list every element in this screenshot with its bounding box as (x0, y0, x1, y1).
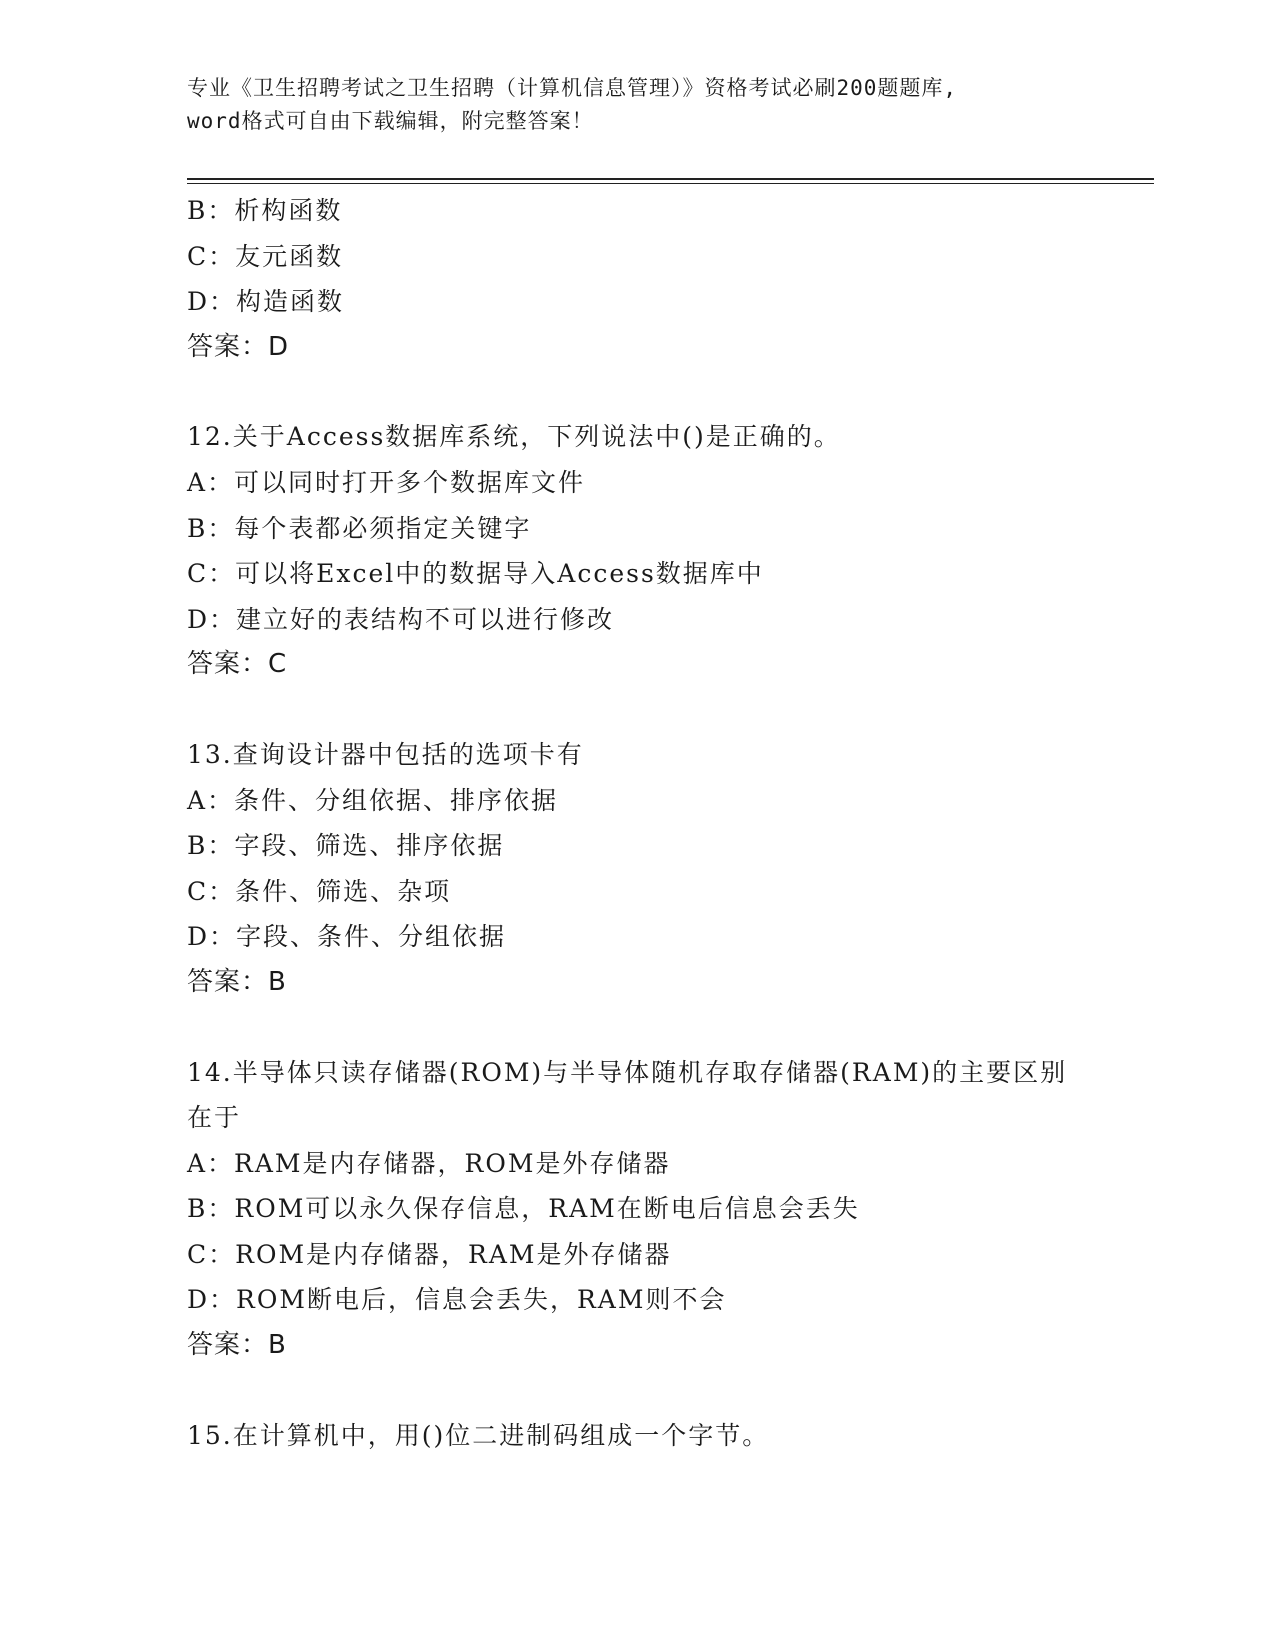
option-b: B：每个表都必须指定关键字 (187, 513, 532, 543)
header-title-line-2: word格式可自由下载编辑，附完整答案！ (187, 109, 594, 133)
option-b: B：字段、筛选、排序依据 (187, 831, 505, 861)
option-d: D：建立好的表结构不可以进行修改 (187, 604, 615, 634)
option-c: C：条件、筛选、杂项 (187, 876, 452, 906)
question-stem-line-1: 14.半导体只读存储器(ROM)与半导体随机存取存储器(RAM)的主要区别 (187, 1057, 1068, 1087)
question-stem: 15.在计算机中，用()位二进制码组成一个字节。 (187, 1420, 770, 1450)
spacer (187, 688, 1147, 732)
spacer (187, 370, 1147, 414)
question-block-13 (187, 732, 1147, 1006)
spacer (187, 1006, 1147, 1050)
option-a: A：可以同时打开多个数据库文件 (187, 467, 586, 497)
answer-line: 答案：B (187, 1330, 287, 1361)
option-d: D：ROM断电后，信息会丢失，RAM则不会 (187, 1285, 727, 1315)
header-divider (187, 178, 1154, 184)
question-stem: 12.关于Access数据库系统，下列说法中()是正确的。 (187, 422, 841, 452)
option-d: D：构造函数 (187, 287, 345, 317)
answer-line: 答案：D (187, 331, 290, 362)
question-block-14 (187, 1050, 1147, 1369)
option-a: A：条件、分组依据、排序依据 (187, 785, 559, 815)
answer-line: 答案：C (187, 649, 288, 680)
option-a: A：RAM是内存储器，ROM是外存储器 (187, 1148, 671, 1178)
option-c: C：可以将Excel中的数据导入Access数据库中 (187, 559, 764, 589)
question-stem-line-2: 在于 (187, 1103, 242, 1133)
question-block-12 (187, 414, 1147, 688)
answer-line: 答案：B (187, 966, 287, 997)
question-block-11 (187, 188, 1147, 370)
header-title-line-1: 专业《卫生招聘考试之卫生招聘（计算机信息管理）》资格考试必刷200题题库, (187, 76, 958, 100)
option-c: C：ROM是内存储器，RAM是外存储器 (187, 1239, 672, 1269)
question-block-15 (187, 1413, 1147, 1459)
question-list (187, 188, 1147, 1458)
option-c: C：友元函数 (187, 241, 344, 271)
page-header (187, 72, 1087, 138)
option-d: D：字段、条件、分组依据 (187, 922, 507, 952)
question-stem: 13.查询设计器中包括的选项卡有 (187, 739, 584, 769)
option-b: B：析构函数 (187, 196, 343, 225)
option-b: B：ROM可以永久保存信息，RAM在断电后信息会丢失 (187, 1194, 860, 1224)
spacer (187, 1369, 1147, 1413)
